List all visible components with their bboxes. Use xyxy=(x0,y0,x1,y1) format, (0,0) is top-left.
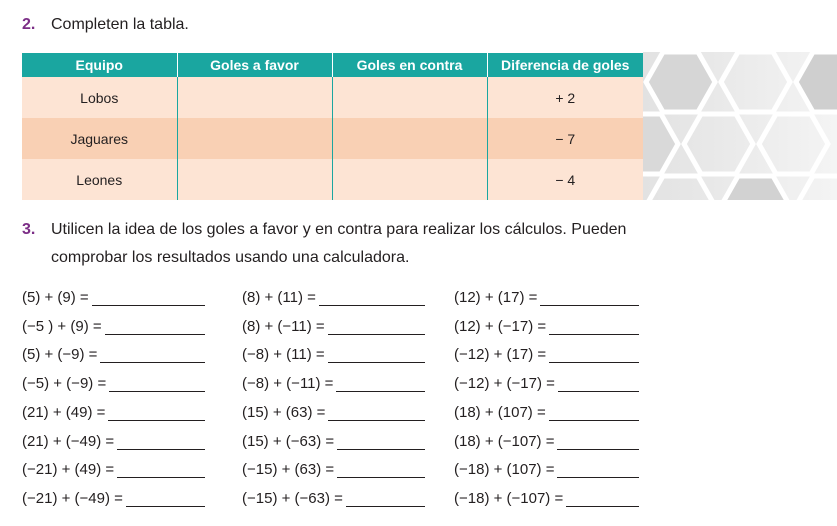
operation-item xyxy=(22,284,205,312)
answer-blank[interactable] xyxy=(109,373,205,392)
operation-expression: (−21) + (49) = xyxy=(22,461,115,479)
operation-expression: (12) + (−17) = xyxy=(454,317,547,335)
answer-blank[interactable] xyxy=(549,402,639,421)
operation-expression: (18) + (−107) = xyxy=(454,432,555,450)
operation-item xyxy=(242,485,425,513)
team-name: Leones xyxy=(22,159,177,200)
question-3 xyxy=(22,216,662,272)
question-2 xyxy=(22,16,189,34)
header-equipo: Equipo xyxy=(22,53,177,77)
operation-item xyxy=(22,485,205,513)
operation-item xyxy=(454,370,639,398)
question-3-number: 3. xyxy=(22,221,36,238)
operation-item xyxy=(22,313,205,341)
operation-expression: (−18) + (−107) = xyxy=(454,489,564,507)
operation-item xyxy=(454,456,639,484)
answer-blank[interactable] xyxy=(100,344,205,363)
operation-item xyxy=(22,341,205,369)
goal-difference: − 7 xyxy=(487,118,643,159)
answer-blank[interactable] xyxy=(337,459,425,478)
header-goles-a-favor: Goles a favor xyxy=(177,53,332,77)
answer-blank[interactable] xyxy=(105,316,205,335)
question-3-line-2: comprobar los resultados usando una calculadora. xyxy=(51,249,410,266)
operation-expression: (18) + (107) = xyxy=(454,403,546,421)
question-2-text: Completen la tabla. xyxy=(51,16,189,33)
answer-blank[interactable] xyxy=(549,316,639,335)
goal-difference: + 2 xyxy=(487,77,643,118)
answer-blank[interactable] xyxy=(549,344,639,363)
operation-item xyxy=(454,313,639,341)
operation-expression: (−15) + (63) = xyxy=(242,461,335,479)
table-row xyxy=(22,118,643,159)
operation-expression: (−12) + (−17) = xyxy=(454,375,555,393)
goal-difference: − 4 xyxy=(487,159,643,200)
answer-blank[interactable] xyxy=(319,287,425,306)
operation-item xyxy=(242,370,425,398)
operation-expression: (−5) + (−9) = xyxy=(22,375,107,393)
answer-blank[interactable] xyxy=(92,287,205,306)
answer-blank[interactable] xyxy=(328,344,425,363)
goals-table xyxy=(22,53,643,200)
operation-expression: (15) + (−63) = xyxy=(242,432,335,450)
operation-item xyxy=(454,341,639,369)
goals-against-cell[interactable] xyxy=(332,77,487,118)
answer-blank[interactable] xyxy=(566,488,639,507)
answer-blank[interactable] xyxy=(337,431,425,450)
goals-for-cell[interactable] xyxy=(177,118,332,159)
operation-item xyxy=(242,456,425,484)
operation-expression: (−21) + (−49) = xyxy=(22,489,123,507)
operation-expression: (−15) + (−63) = xyxy=(242,489,343,507)
operation-item xyxy=(22,428,205,456)
header-diferencia-de-goles: Diferencia de goles xyxy=(487,53,643,77)
answer-blank[interactable] xyxy=(558,373,639,392)
team-name: Lobos xyxy=(22,77,177,118)
table-header-row xyxy=(22,53,643,77)
header-goles-en-contra: Goles en contra xyxy=(332,53,487,77)
operation-expression: (21) + (49) = xyxy=(22,403,106,421)
answer-blank[interactable] xyxy=(328,402,425,421)
operation-item xyxy=(242,428,425,456)
answer-blank[interactable] xyxy=(117,459,205,478)
operation-expression: (−5 ) + (9) = xyxy=(22,317,102,335)
answer-blank[interactable] xyxy=(557,459,639,478)
operation-item xyxy=(22,456,205,484)
answer-blank[interactable] xyxy=(557,431,639,450)
operation-expression: (8) + (11) = xyxy=(242,289,316,306)
table-row xyxy=(22,77,643,118)
goals-against-cell[interactable] xyxy=(332,159,487,200)
team-name: Jaguares xyxy=(22,118,177,159)
operation-item xyxy=(242,284,425,312)
answer-blank[interactable] xyxy=(346,488,425,507)
answer-blank[interactable] xyxy=(328,316,425,335)
operation-item xyxy=(454,284,639,312)
operation-expression: (−12) + (17) = xyxy=(454,346,547,364)
question-3-line-1: Utilicen la idea de los goles a favor y en contra para realizar los cálculos. Pueden xyxy=(51,221,627,238)
operation-expression: (5) + (−9) = xyxy=(22,346,98,364)
operation-expression: (5) + (9) = xyxy=(22,289,89,306)
operation-item xyxy=(454,428,639,456)
answer-blank[interactable] xyxy=(108,402,205,421)
operation-expression: (−8) + (−11) = xyxy=(242,375,334,393)
operation-expression: (−18) + (107) = xyxy=(454,461,555,479)
operation-item xyxy=(22,399,205,427)
operation-item xyxy=(242,399,425,427)
operation-item xyxy=(242,341,425,369)
operation-expression: (21) + (−49) = xyxy=(22,432,115,450)
answer-blank[interactable] xyxy=(540,287,639,306)
operation-item xyxy=(454,485,639,513)
operation-expression: (15) + (63) = xyxy=(242,403,326,421)
goals-for-cell[interactable] xyxy=(177,77,332,118)
answer-blank[interactable] xyxy=(336,373,425,392)
goals-against-cell[interactable] xyxy=(332,118,487,159)
answer-blank[interactable] xyxy=(117,431,205,450)
operation-item xyxy=(454,399,639,427)
operation-expression: (12) + (17) = xyxy=(454,289,538,306)
operation-expression: (8) + (−11) = xyxy=(242,317,325,335)
operation-item xyxy=(22,370,205,398)
goals-for-cell[interactable] xyxy=(177,159,332,200)
answer-blank[interactable] xyxy=(126,488,205,507)
operation-expression: (−8) + (11) = xyxy=(242,346,325,364)
question-2-number: 2. xyxy=(22,16,36,33)
operation-item xyxy=(242,313,425,341)
table-row xyxy=(22,159,643,200)
soccer-ball-image xyxy=(643,52,837,200)
